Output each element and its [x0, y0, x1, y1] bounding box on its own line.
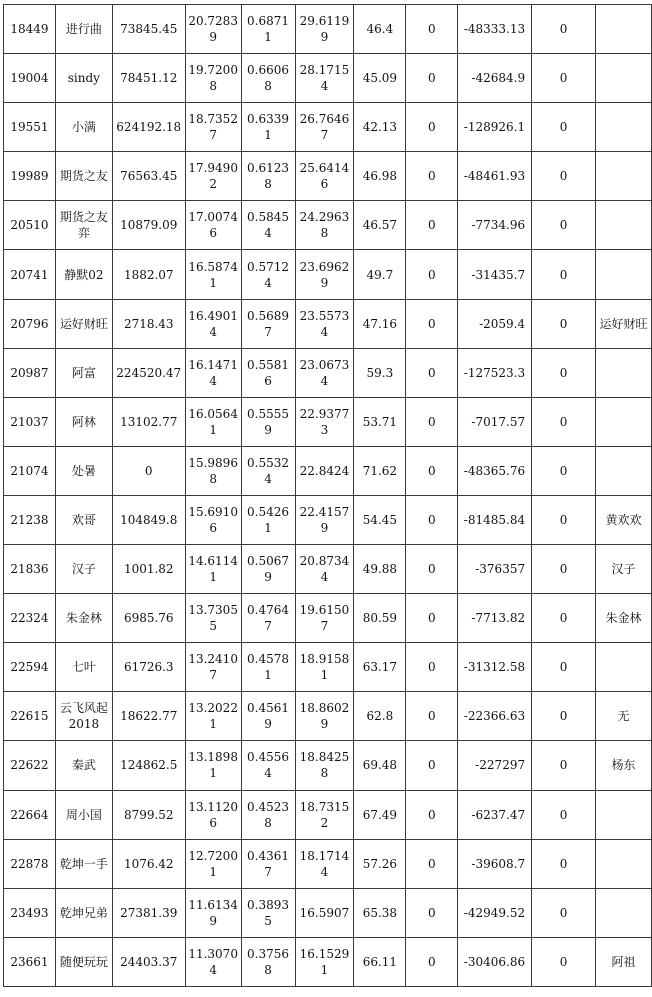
- name-cell: 欢哥: [55, 495, 112, 544]
- id-cell: 21037: [4, 397, 56, 446]
- id-cell: 20741: [4, 250, 56, 299]
- percent-cell: 54.45: [354, 495, 406, 544]
- zero-cell: 0: [406, 250, 458, 299]
- id-cell: 22664: [4, 790, 56, 839]
- value-a-cell: 14.61141: [185, 545, 241, 594]
- data-table: [3, 4, 652, 987]
- percent-cell: 47.16: [354, 299, 406, 348]
- value-a-cell: 16.49014: [185, 299, 241, 348]
- flag-cell: 0: [532, 103, 596, 152]
- flag-cell: 0: [532, 741, 596, 790]
- amount-cell: 10879.09: [112, 201, 185, 250]
- amount-cell: 2718.43: [112, 299, 185, 348]
- balance-cell: -227297: [458, 741, 532, 790]
- value-a-cell: 20.72839: [185, 5, 241, 54]
- table-row: [4, 790, 652, 839]
- percent-cell: 71.62: [354, 446, 406, 495]
- zero-cell: 0: [406, 299, 458, 348]
- flag-cell: 0: [532, 152, 596, 201]
- value-b-cell: 0.58454: [241, 201, 295, 250]
- balance-cell: -39608.7: [458, 839, 532, 888]
- note-cell: [596, 839, 652, 888]
- amount-cell: 73845.45: [112, 5, 185, 54]
- value-b-cell: 0.43617: [241, 839, 295, 888]
- id-cell: 19551: [4, 103, 56, 152]
- percent-cell: 46.4: [354, 5, 406, 54]
- value-b-cell: 0.45781: [241, 643, 295, 692]
- percent-cell: 42.13: [354, 103, 406, 152]
- value-a-cell: 13.73055: [185, 594, 241, 643]
- name-cell: 阿林: [55, 397, 112, 446]
- id-cell: 19004: [4, 54, 56, 103]
- amount-cell: 624192.18: [112, 103, 185, 152]
- balance-cell: -128926.1: [458, 103, 532, 152]
- flag-cell: 0: [532, 250, 596, 299]
- zero-cell: 0: [406, 495, 458, 544]
- value-c-cell: 26.76467: [295, 103, 354, 152]
- percent-cell: 49.88: [354, 545, 406, 594]
- value-c-cell: 23.55734: [295, 299, 354, 348]
- balance-cell: -2059.4: [458, 299, 532, 348]
- zero-cell: 0: [406, 103, 458, 152]
- value-c-cell: 18.86029: [295, 692, 354, 741]
- table-row: [4, 495, 652, 544]
- name-cell: 乾坤一手: [55, 839, 112, 888]
- table-row: [4, 643, 652, 692]
- table-row: [4, 545, 652, 594]
- amount-cell: 104849.8: [112, 495, 185, 544]
- table-row: [4, 692, 652, 741]
- value-c-cell: 18.73152: [295, 790, 354, 839]
- amount-cell: 1882.07: [112, 250, 185, 299]
- value-b-cell: 0.38935: [241, 888, 295, 937]
- table-row: [4, 741, 652, 790]
- note-cell: [596, 250, 652, 299]
- table-body: [4, 5, 652, 987]
- value-c-cell: 18.91581: [295, 643, 354, 692]
- balance-cell: -30406.86: [458, 937, 532, 986]
- value-a-cell: 11.30704: [185, 937, 241, 986]
- value-a-cell: 13.24107: [185, 643, 241, 692]
- percent-cell: 46.98: [354, 152, 406, 201]
- amount-cell: 8799.52: [112, 790, 185, 839]
- percent-cell: 65.38: [354, 888, 406, 937]
- balance-cell: -127523.3: [458, 348, 532, 397]
- percent-cell: 67.49: [354, 790, 406, 839]
- balance-cell: -22366.63: [458, 692, 532, 741]
- flag-cell: 0: [532, 397, 596, 446]
- amount-cell: 1001.82: [112, 545, 185, 594]
- name-cell: 乾坤兄弟: [55, 888, 112, 937]
- flag-cell: 0: [532, 692, 596, 741]
- flag-cell: 0: [532, 446, 596, 495]
- flag-cell: 0: [532, 937, 596, 986]
- balance-cell: -42949.52: [458, 888, 532, 937]
- balance-cell: -42684.9: [458, 54, 532, 103]
- name-cell: 处暑: [55, 446, 112, 495]
- value-c-cell: 22.93773: [295, 397, 354, 446]
- value-b-cell: 0.66068: [241, 54, 295, 103]
- amount-cell: 27381.39: [112, 888, 185, 937]
- amount-cell: 24403.37: [112, 937, 185, 986]
- value-b-cell: 0.50679: [241, 545, 295, 594]
- amount-cell: 124862.5: [112, 741, 185, 790]
- id-cell: 22615: [4, 692, 56, 741]
- amount-cell: 18622.77: [112, 692, 185, 741]
- value-c-cell: 16.15291: [295, 937, 354, 986]
- value-b-cell: 0.45564: [241, 741, 295, 790]
- table-row: [4, 5, 652, 54]
- note-cell: [596, 643, 652, 692]
- table-row: [4, 54, 652, 103]
- note-cell: 杨东: [596, 741, 652, 790]
- name-cell: 汉子: [55, 545, 112, 594]
- note-cell: 运好财旺: [596, 299, 652, 348]
- note-cell: 阿祖: [596, 937, 652, 986]
- name-cell: sindy: [55, 54, 112, 103]
- percent-cell: 63.17: [354, 643, 406, 692]
- value-b-cell: 0.56897: [241, 299, 295, 348]
- amount-cell: 13102.77: [112, 397, 185, 446]
- table-row: [4, 152, 652, 201]
- value-b-cell: 0.61238: [241, 152, 295, 201]
- balance-cell: -48333.13: [458, 5, 532, 54]
- value-c-cell: 18.17144: [295, 839, 354, 888]
- balance-cell: -376357: [458, 545, 532, 594]
- value-b-cell: 0.55324: [241, 446, 295, 495]
- id-cell: 23661: [4, 937, 56, 986]
- id-cell: 20987: [4, 348, 56, 397]
- note-cell: [596, 5, 652, 54]
- flag-cell: 0: [532, 545, 596, 594]
- table-row: [4, 888, 652, 937]
- value-c-cell: 16.5907: [295, 888, 354, 937]
- value-b-cell: 0.45238: [241, 790, 295, 839]
- balance-cell: -31312.58: [458, 643, 532, 692]
- value-b-cell: 0.45619: [241, 692, 295, 741]
- value-c-cell: 28.17154: [295, 54, 354, 103]
- name-cell: 期货之友弈: [55, 201, 112, 250]
- percent-cell: 45.09: [354, 54, 406, 103]
- note-cell: [596, 103, 652, 152]
- balance-cell: -48461.93: [458, 152, 532, 201]
- value-b-cell: 0.37568: [241, 937, 295, 986]
- name-cell: 进行曲: [55, 5, 112, 54]
- value-a-cell: 11.61349: [185, 888, 241, 937]
- zero-cell: 0: [406, 790, 458, 839]
- note-cell: [596, 446, 652, 495]
- percent-cell: 57.26: [354, 839, 406, 888]
- balance-cell: -7734.96: [458, 201, 532, 250]
- balance-cell: -6237.47: [458, 790, 532, 839]
- value-c-cell: 23.69629: [295, 250, 354, 299]
- value-a-cell: 13.20221: [185, 692, 241, 741]
- zero-cell: 0: [406, 397, 458, 446]
- value-b-cell: 0.55559: [241, 397, 295, 446]
- value-b-cell: 0.47647: [241, 594, 295, 643]
- table-row: [4, 103, 652, 152]
- id-cell: 21836: [4, 545, 56, 594]
- zero-cell: 0: [406, 152, 458, 201]
- name-cell: 期货之友: [55, 152, 112, 201]
- table-row: [4, 594, 652, 643]
- flag-cell: 0: [532, 888, 596, 937]
- note-cell: [596, 397, 652, 446]
- name-cell: 小满: [55, 103, 112, 152]
- name-cell: 朱金林: [55, 594, 112, 643]
- table-row: [4, 348, 652, 397]
- id-cell: 23493: [4, 888, 56, 937]
- value-a-cell: 13.11206: [185, 790, 241, 839]
- zero-cell: 0: [406, 839, 458, 888]
- amount-cell: 6985.76: [112, 594, 185, 643]
- value-a-cell: 15.98968: [185, 446, 241, 495]
- value-c-cell: 22.41579: [295, 495, 354, 544]
- value-a-cell: 13.18981: [185, 741, 241, 790]
- name-cell: 云飞风起2018: [55, 692, 112, 741]
- note-cell: [596, 54, 652, 103]
- name-cell: 运好财旺: [55, 299, 112, 348]
- amount-cell: 61726.3: [112, 643, 185, 692]
- note-cell: [596, 888, 652, 937]
- value-c-cell: 23.06734: [295, 348, 354, 397]
- name-cell: 七叶: [55, 643, 112, 692]
- value-b-cell: 0.68711: [241, 5, 295, 54]
- value-b-cell: 0.63391: [241, 103, 295, 152]
- value-a-cell: 15.69106: [185, 495, 241, 544]
- value-a-cell: 19.72008: [185, 54, 241, 103]
- flag-cell: 0: [532, 299, 596, 348]
- percent-cell: 53.71: [354, 397, 406, 446]
- balance-cell: -31435.7: [458, 250, 532, 299]
- note-cell: 无: [596, 692, 652, 741]
- value-b-cell: 0.57124: [241, 250, 295, 299]
- zero-cell: 0: [406, 888, 458, 937]
- value-c-cell: 18.84258: [295, 741, 354, 790]
- zero-cell: 0: [406, 643, 458, 692]
- value-c-cell: 24.29638: [295, 201, 354, 250]
- percent-cell: 62.8: [354, 692, 406, 741]
- id-cell: 21238: [4, 495, 56, 544]
- value-a-cell: 17.00746: [185, 201, 241, 250]
- note-cell: [596, 201, 652, 250]
- percent-cell: 80.59: [354, 594, 406, 643]
- flag-cell: 0: [532, 594, 596, 643]
- name-cell: 秦武: [55, 741, 112, 790]
- id-cell: 18449: [4, 5, 56, 54]
- zero-cell: 0: [406, 5, 458, 54]
- name-cell: 周小国: [55, 790, 112, 839]
- id-cell: 22324: [4, 594, 56, 643]
- zero-cell: 0: [406, 937, 458, 986]
- zero-cell: 0: [406, 692, 458, 741]
- table-row: [4, 937, 652, 986]
- zero-cell: 0: [406, 545, 458, 594]
- flag-cell: 0: [532, 201, 596, 250]
- value-a-cell: 16.14714: [185, 348, 241, 397]
- amount-cell: 0: [112, 446, 185, 495]
- percent-cell: 69.48: [354, 741, 406, 790]
- flag-cell: 0: [532, 790, 596, 839]
- table-row: [4, 397, 652, 446]
- zero-cell: 0: [406, 201, 458, 250]
- name-cell: 静默02: [55, 250, 112, 299]
- name-cell: 阿富: [55, 348, 112, 397]
- value-b-cell: 0.55816: [241, 348, 295, 397]
- amount-cell: 76563.45: [112, 152, 185, 201]
- id-cell: 22878: [4, 839, 56, 888]
- value-a-cell: 16.58741: [185, 250, 241, 299]
- table-row: [4, 839, 652, 888]
- note-cell: [596, 152, 652, 201]
- balance-cell: -7017.57: [458, 397, 532, 446]
- percent-cell: 66.11: [354, 937, 406, 986]
- value-c-cell: 25.64146: [295, 152, 354, 201]
- flag-cell: 0: [532, 839, 596, 888]
- flag-cell: 0: [532, 5, 596, 54]
- flag-cell: 0: [532, 495, 596, 544]
- value-a-cell: 16.05641: [185, 397, 241, 446]
- amount-cell: 224520.47: [112, 348, 185, 397]
- id-cell: 22622: [4, 741, 56, 790]
- id-cell: 19989: [4, 152, 56, 201]
- value-a-cell: 12.72001: [185, 839, 241, 888]
- note-cell: 朱金林: [596, 594, 652, 643]
- value-a-cell: 17.94902: [185, 152, 241, 201]
- name-cell: 随便玩玩: [55, 937, 112, 986]
- balance-cell: -81485.84: [458, 495, 532, 544]
- table-container: [3, 4, 652, 987]
- id-cell: 20510: [4, 201, 56, 250]
- id-cell: 21074: [4, 446, 56, 495]
- table-row: [4, 299, 652, 348]
- value-c-cell: 19.61507: [295, 594, 354, 643]
- zero-cell: 0: [406, 348, 458, 397]
- flag-cell: 0: [532, 54, 596, 103]
- id-cell: 22594: [4, 643, 56, 692]
- amount-cell: 78451.12: [112, 54, 185, 103]
- flag-cell: 0: [532, 643, 596, 692]
- value-c-cell: 22.8424: [295, 446, 354, 495]
- value-c-cell: 29.61199: [295, 5, 354, 54]
- balance-cell: -48365.76: [458, 446, 532, 495]
- note-cell: [596, 348, 652, 397]
- note-cell: [596, 790, 652, 839]
- note-cell: 黄欢欢: [596, 495, 652, 544]
- zero-cell: 0: [406, 741, 458, 790]
- table-row: [4, 250, 652, 299]
- flag-cell: 0: [532, 348, 596, 397]
- value-c-cell: 20.87344: [295, 545, 354, 594]
- percent-cell: 59.3: [354, 348, 406, 397]
- id-cell: 20796: [4, 299, 56, 348]
- value-b-cell: 0.54261: [241, 495, 295, 544]
- zero-cell: 0: [406, 594, 458, 643]
- percent-cell: 49.7: [354, 250, 406, 299]
- zero-cell: 0: [406, 54, 458, 103]
- table-row: [4, 446, 652, 495]
- percent-cell: 46.57: [354, 201, 406, 250]
- balance-cell: -7713.82: [458, 594, 532, 643]
- zero-cell: 0: [406, 446, 458, 495]
- note-cell: 汉子: [596, 545, 652, 594]
- value-a-cell: 18.73527: [185, 103, 241, 152]
- amount-cell: 1076.42: [112, 839, 185, 888]
- table-row: [4, 201, 652, 250]
